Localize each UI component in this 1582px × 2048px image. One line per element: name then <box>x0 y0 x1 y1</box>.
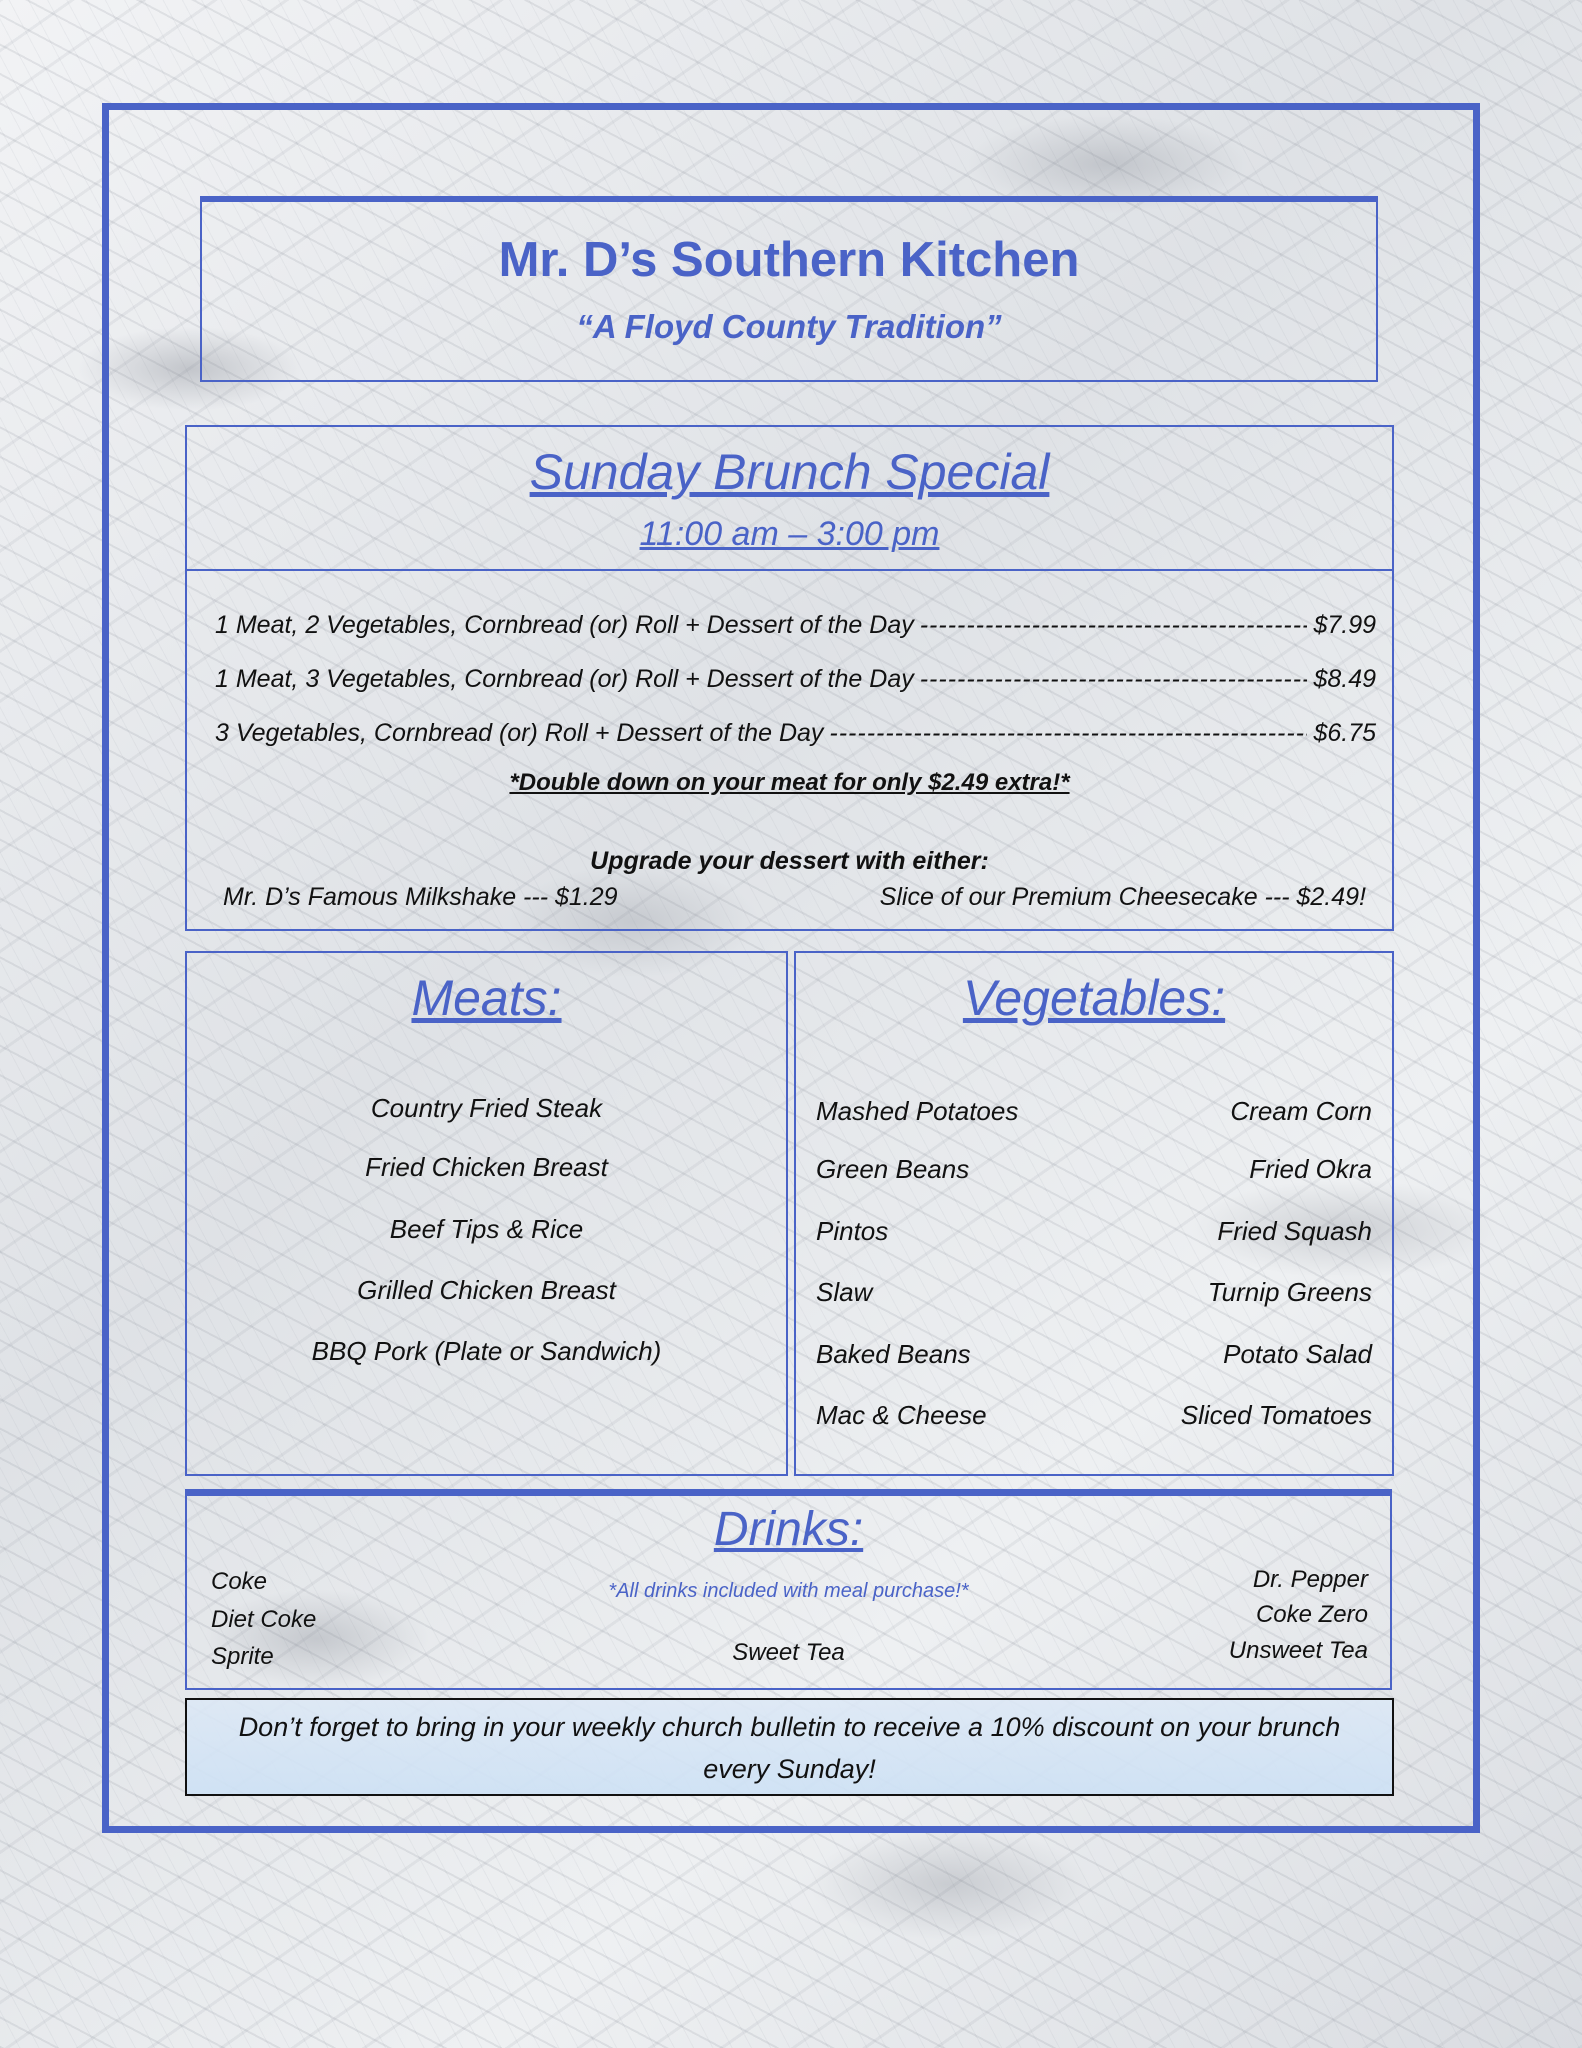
meats-box <box>185 951 788 1476</box>
vegetable-item: Fried Squash <box>1217 1216 1372 1246</box>
drink-item: Sweet Tea <box>732 1639 845 1666</box>
drink-item: Coke <box>211 1568 268 1595</box>
meat-item: Grilled Chicken Breast <box>357 1275 616 1305</box>
vegetable-item: Cream Corn <box>1230 1096 1372 1126</box>
vegetable-item: Turnip Greens <box>1207 1277 1372 1307</box>
vegetables-box <box>794 951 1394 1476</box>
vegetable-item: Sliced Tomatoes <box>1180 1400 1372 1430</box>
drink-item: Sprite <box>211 1643 274 1670</box>
vegetable-item: Slaw <box>816 1277 873 1307</box>
combo-leader <box>829 719 1307 748</box>
drinks-box <box>185 1489 1392 1690</box>
meat-item: Fried Chicken Breast <box>365 1152 608 1182</box>
special-hours: 11:00 am – 3:00 pm <box>639 515 940 553</box>
brunch-special-header <box>185 425 1394 570</box>
restaurant-name: Mr. D’s Southern Kitchen <box>498 233 1080 287</box>
vegetable-item: Mashed Potatoes <box>816 1096 1019 1126</box>
drink-item: Diet Coke <box>211 1606 317 1633</box>
vegetable-item: Mac & Cheese <box>816 1400 987 1430</box>
combo-description: 3 Vegetables, Cornbread (or) Roll + Dessert of the Day <box>215 719 824 747</box>
combo-row <box>215 719 1376 748</box>
combo-leader <box>920 665 1308 694</box>
special-title: Sunday Brunch Special <box>529 444 1050 500</box>
drinks-heading: Drinks: <box>713 1503 864 1556</box>
vegetables-heading: Vegetables: <box>962 970 1226 1026</box>
upgrade-cheesecake: Slice of our Premium Cheesecake --- $2.49! <box>879 883 1366 911</box>
combo-price: $7.99 <box>1313 611 1376 639</box>
meat-item: BBQ Pork (Plate or Sandwich) <box>311 1336 662 1366</box>
upgrade-milkshake: Mr. D’s Famous Milkshake --- $1.29 <box>223 883 618 911</box>
brunch-special-body <box>185 569 1394 931</box>
drink-item: Dr. Pepper <box>1252 1566 1368 1593</box>
meat-item: Beef Tips & Rice <box>389 1214 584 1244</box>
meats-heading: Meats: <box>411 970 562 1026</box>
meat-item: Country Fried Steak <box>370 1093 603 1123</box>
drinks-note: *All drinks included with meal purchase!* <box>608 1580 969 1602</box>
combo-row <box>215 665 1376 694</box>
vegetable-item: Pintos <box>816 1216 889 1246</box>
double-meat-note: *Double down on your meat for only $2.49 extra!* <box>509 769 1070 796</box>
drink-item: Coke Zero <box>1255 1601 1368 1628</box>
combo-price: $6.75 <box>1313 719 1376 747</box>
combo-price: $8.49 <box>1313 665 1376 693</box>
upgrade-heading: Upgrade your dessert with either: <box>590 847 989 875</box>
combo-leader <box>920 611 1308 640</box>
vegetable-item: Potato Salad <box>1223 1339 1372 1369</box>
combo-description: 1 Meat, 2 Vegetables, Cornbread (or) Roll + Dessert of the Day <box>215 611 914 639</box>
combo-row <box>215 611 1376 640</box>
drink-item: Unsweet Tea <box>1228 1637 1368 1664</box>
vegetable-item: Baked Beans <box>816 1339 971 1369</box>
tagline: “A Floyd County Tradition” <box>576 308 1002 345</box>
church-discount-note: Don’t forget to bring in your weekly church bulletin to receive a 10% discount on your brunch every Sunday! <box>185 1698 1394 1796</box>
title-box <box>200 196 1378 382</box>
vegetable-item: Green Beans <box>816 1154 970 1184</box>
combo-description: 1 Meat, 3 Vegetables, Cornbread (or) Roll + Dessert of the Day <box>215 665 914 693</box>
vegetable-item: Fried Okra <box>1249 1154 1372 1184</box>
